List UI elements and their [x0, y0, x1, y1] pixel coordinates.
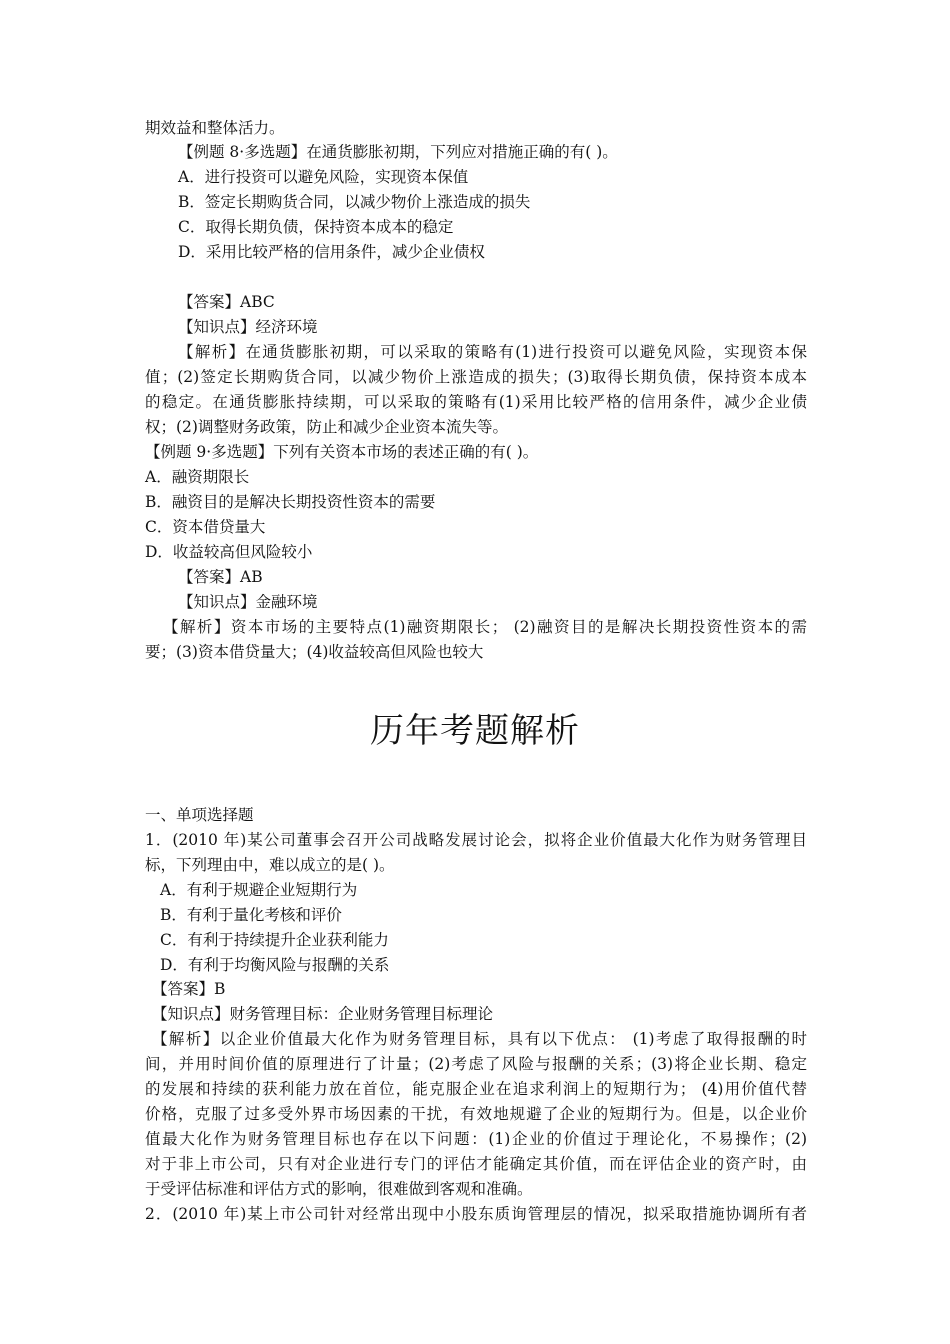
example-8-knowledge-point: 【知识点】经济环境 — [178, 318, 318, 336]
example-9-option-a: A．融资期限长 — [145, 468, 250, 486]
example-8-option-c: C．取得长期负债，保持资本成本的稳定 — [178, 218, 454, 236]
example-8-answer: 【答案】ABC — [178, 293, 275, 311]
example-9-option-c: C．资本借贷量大 — [145, 518, 266, 536]
question-1-analysis-line-5: 值最大化作为财务管理目标也存在以下问题：(1)企业的价值过于理论化，不易操作；(2) — [145, 1130, 807, 1148]
question-1-analysis-line-4: 价格，克服了过多受外界市场因素的干扰，有效地规避了企业的短期行为。但是，以企业价 — [145, 1105, 807, 1123]
question-1-analysis-line-2: 间，并用时间价值的原理进行了计量；(2)考虑了风险与报酬的关系；(3)将企业长期、稳定 — [145, 1055, 807, 1073]
example-9-question: 【例题 9·多选题】下列有关资本市场的表述正确的有( )。 — [145, 443, 539, 461]
example-9-option-b: B．融资目的是解决长期投资性资本的需要 — [145, 493, 436, 511]
question-1-stem-line-1: 1．(2010 年)某公司董事会召开公司战略发展讨论会，拟将企业价值最大化作为财务管理目 — [145, 831, 807, 849]
question-1-analysis-line-3: 的发展和持续的获利能力放在首位，能克服企业在追求利润上的短期行为； (4)用价值代替 — [145, 1080, 807, 1098]
question-2-stem-line-1: 2．(2010 年)某上市公司针对经常出现中小股东质询管理层的情况，拟采取措施协调所有者 — [145, 1205, 807, 1223]
question-1-analysis-line-1: 【解析】以企业价值最大化作为财务管理目标，具有以下优点： (1)考虑了取得报酬的时 — [152, 1030, 807, 1048]
section-heading-single-choice: 一、单项选择题 — [145, 806, 254, 824]
example-9-knowledge-point: 【知识点】金融环境 — [178, 593, 318, 611]
example-8-option-a: A．进行投资可以避免风险，实现资本保值 — [178, 168, 469, 186]
example-8-analysis-line-4: 权；(2)调整财务政策，防止和减少企业资本流失等。 — [145, 418, 508, 436]
example-9-option-d: D．收益较高但风险较小 — [145, 543, 313, 561]
example-9-answer: 【答案】AB — [178, 568, 263, 586]
question-1-option-b: B．有利于量化考核和评价 — [160, 906, 342, 924]
example-8-option-b: B．签定长期购货合同，以减少物价上涨造成的损失 — [178, 193, 531, 211]
example-8-analysis-line-1: 【解析】在通货膨胀初期，可以采取的策略有(1)进行投资可以避免风险，实现资本保 — [178, 343, 807, 361]
question-1-knowledge-point: 【知识点】财务管理目标：企业财务管理目标理论 — [152, 1005, 494, 1023]
question-1-answer: 【答案】B — [152, 980, 226, 998]
example-9-analysis-line-2: 要；(3)资本借贷量大；(4)收益较高但风险也较大 — [145, 643, 484, 661]
example-8-analysis-line-3: 的稳定。在通货膨胀持续期，可以采取的策略有(1)采用比较严格的信用条件，减少企业债 — [145, 393, 807, 411]
example-9-analysis-line-1: 【解析】资本市场的主要特点(1)融资期限长； (2)融资目的是解决长期投资性资本的需 — [163, 618, 807, 636]
question-1-option-c: C．有利于持续提升企业获利能力 — [160, 931, 389, 949]
section-title: 历年考题解析 — [370, 711, 580, 751]
paragraph-continuation: 期效益和整体活力。 — [145, 119, 285, 137]
question-1-analysis-line-7: 于受评估标准和评估方式的影响，很难做到客观和准确。 — [145, 1180, 533, 1198]
question-1-stem-line-2: 标，下列理由中，难以成立的是( )。 — [145, 856, 395, 874]
example-8-analysis-line-2: 值；(2)签定长期购货合同，以减少物价上涨造成的损失；(3)取得长期负债，保持资本成本 — [145, 368, 807, 386]
question-1-option-a: A．有利于规避企业短期行为 — [160, 881, 358, 899]
example-8-option-d: D．采用比较严格的信用条件，减少企业债权 — [178, 243, 485, 261]
question-1-option-d: D．有利于均衡风险与报酬的关系 — [160, 956, 390, 974]
question-1-analysis-line-6: 对于非上市公司，只有对企业进行专门的评估才能确定其价值，而在评估企业的资产时，由 — [145, 1155, 807, 1173]
example-8-question: 【例题 8·多选题】在通货膨胀初期，下列应对措施正确的有( )。 — [178, 143, 618, 161]
